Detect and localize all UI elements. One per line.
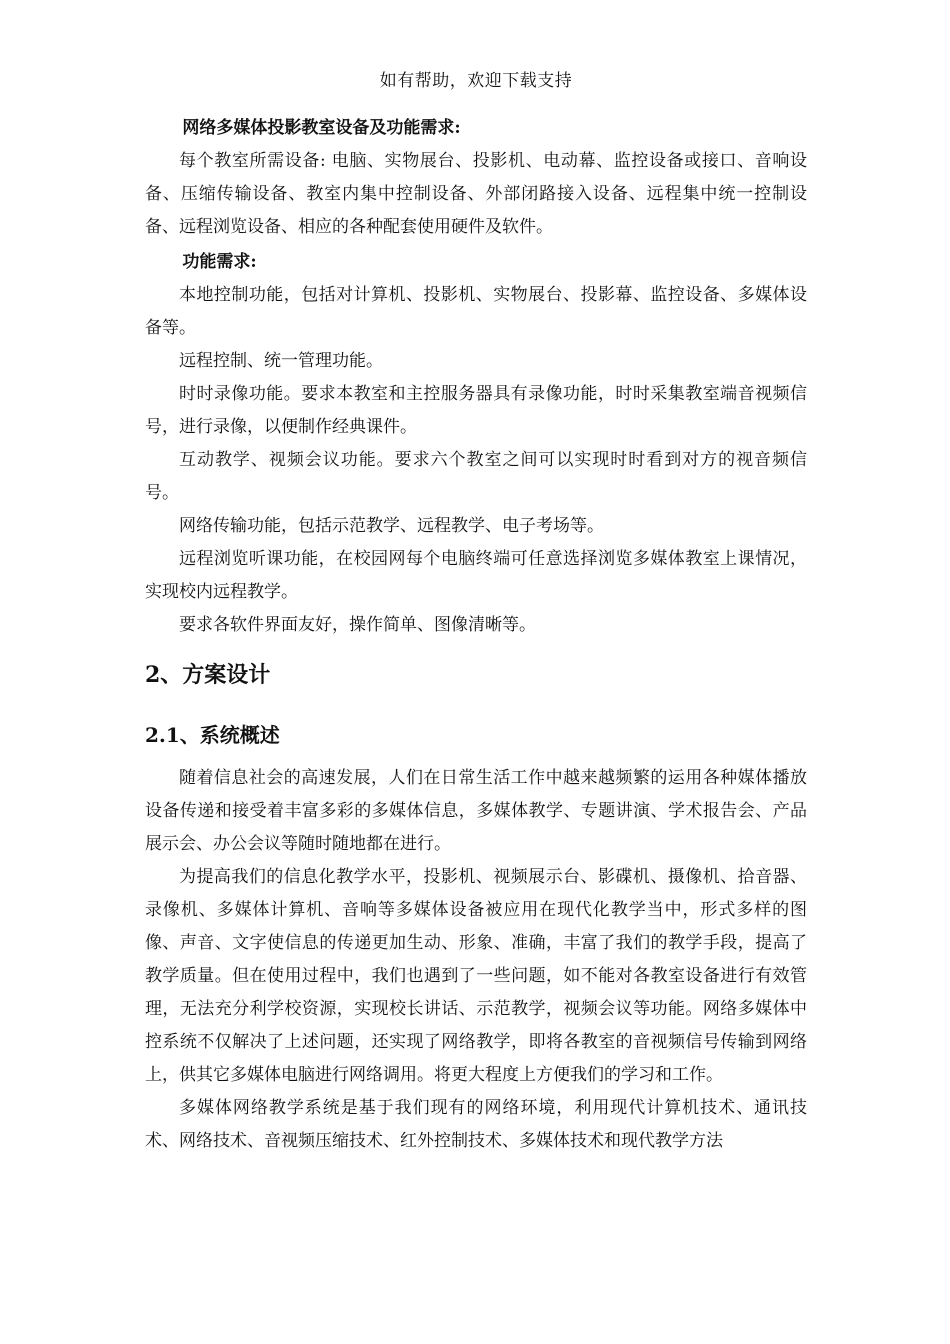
body-paragraph: 随着信息社会的高速发展，人们在日常生活工作中越来越频繁的运用各种媒体播放设备传递和接受着丰富多彩的多媒体信息，多媒体教学、专题讲演、学术报告会、产品展示会、办公会议等随时随地都在进行。: [145, 768, 807, 854]
overview-section: [145, 762, 807, 1158]
function-item: 要求各软件界面友好，操作简单、图像清晰等。: [179, 615, 536, 635]
function-title: 功能需求:: [182, 252, 257, 272]
subsection-heading: 2.1、系统概述: [145, 723, 280, 747]
function-item: 互动教学、视频会议功能。要求六个教室之间可以实现时时看到对方的视音频信号。: [145, 450, 807, 503]
requirements-title: 网络多媒体投影教室设备及功能需求:: [182, 118, 461, 138]
function-item: 远程控制、统一管理功能。: [179, 351, 383, 371]
overview-heading-block: [145, 720, 807, 750]
design-heading-block: [145, 660, 807, 690]
equipment-paragraph: 每个教室所需设备: 电脑、实物展台、投影机、电动幕、监控设备或接口、音响设备、压缩传输设备、教室内集中控制设备、外部闭路接入设备、远程集中统一控制设备、远程浏览设备、相应的各种配套使用硬件及软件。: [145, 151, 807, 237]
page-header: 如有帮助，欢迎下载支持: [379, 71, 573, 91]
function-item: 时时录像功能。要求本教室和主控服务器具有录像功能，时时采集教室端音视频信号，进行录像，以便制作经典课件。: [145, 384, 807, 437]
function-item: 网络传输功能，包括示范教学、远程教学、电子考场等。: [179, 516, 604, 536]
function-item: 远程浏览听课功能，在校园网每个电脑终端可任意选择浏览多媒体教室上课情况，实现校内远程教学。: [145, 549, 807, 602]
body-paragraph: 多媒体网络教学系统是基于我们现有的网络环境，利用现代计算机技术、通讯技术、网络技术、音视频压缩技术、红外控制技术、多媒体技术和现代教学方法: [145, 1098, 807, 1151]
function-item: 本地控制功能，包括对计算机、投影机、实物展台、投影幕、监控设备、多媒体设备等。: [145, 285, 807, 338]
requirements-section: [145, 112, 807, 642]
section-heading: 2、方案设计: [145, 662, 271, 688]
body-paragraph: 为提高我们的信息化教学水平，投影机、视频展示台、影碟机、摄像机、拾音器、录像机、多媒体计算机、音响等多媒体设备被应用在现代化教学当中，形式多样的图像、声音、文字使信息的传递更加生动、形象、准确，丰富了我们的教学手段，提高了教学质量。但在使用过程中，我们也遇到了一些问题，如不能对各教室设备进行有效管理，无法充分利学校资源，实现校长讲话、示范教学，视频会议等功能。网络多媒体中控系统不仅解决了上述问题，还实现了网络教学，即将各教室的音视频信号传输到网络上，供其它多媒体电脑进行网络调用。将更大程度上方便我们的学习和工作。: [145, 867, 807, 1085]
